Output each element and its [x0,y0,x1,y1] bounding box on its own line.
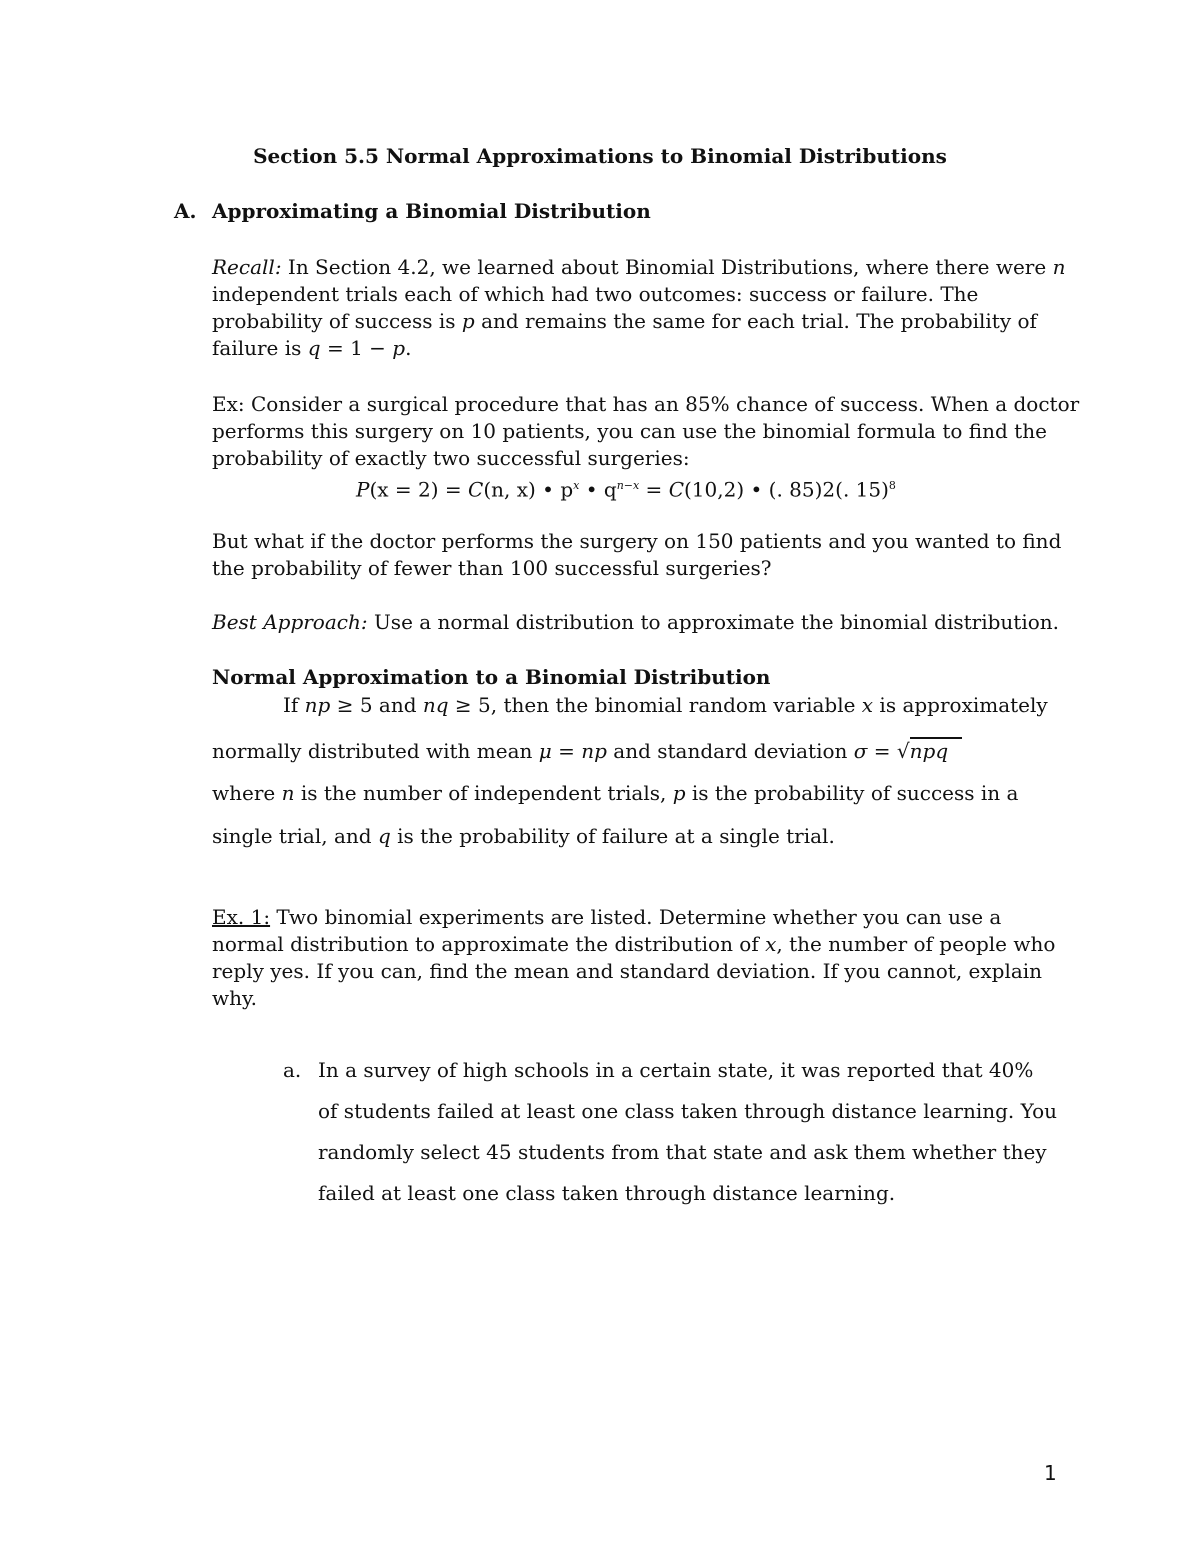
recall-line-2: independent trials each of which had two outcomes: success or failure. The [212,282,979,306]
ex-intro-line-3: probability of exactly two successful surgeries: [212,446,690,470]
normal-approx-line-4: single trial, and q is the probability of failure at a single trial. [212,824,835,848]
recall-line-3: probability of success is p and remains the same for each trial. The probability of [212,309,1037,333]
ex-intro-line-1: Ex: Consider a surgical procedure that has an 85% chance of success. When a doctor [212,392,1080,416]
item-a-line-2: of students failed at least one class taken through distance learning. You [318,1099,1058,1123]
item-a-line-1: In a survey of high schools in a certain state, it was reported that 40% [318,1058,1034,1082]
normal-approx-heading: Normal Approximation to a Binomial Distribution [212,665,771,689]
recall-line-4: failure is q = 1 − p. [212,336,412,360]
ex1-label: Ex. 1: [212,905,271,929]
item-a-marker: a. [283,1058,302,1082]
ex1-line-2: normal distribution to approximate the distribution of x, the number of people who [212,932,1056,956]
page-title: Section 5.5 Normal Approximations to Binomial Distributions [253,144,947,168]
normal-approx-line-3: where n is the number of independent trials, p is the probability of success in a [212,781,1019,805]
section-a-heading: Approximating a Binomial Distribution [212,199,651,223]
recall-label: Recall: [212,255,282,279]
item-a-line-3: randomly select 45 students from that state and ask them whether they [318,1140,1047,1164]
normal-approx-line-2: normally distributed with mean μ = np and standard deviation σ = √npq [212,738,962,765]
binomial-formula: P(x = 2) = C(n, x) • $p^x$ • $q^{n-x} = C(10,2)$ • (. 85)2(. 15)$^8$ [356,477,896,502]
best-approach-label: Best Approach: [212,610,368,634]
npq-radicand: npq [910,737,963,763]
recall-line-1: Recall: In Section 4.2, we learned about Binomial Distributions, where there were n [212,255,1066,279]
normal-approx-line-1: If np ≥ 5 and nq ≥ 5, then the binomial random variable x is approximately [283,693,1048,717]
page-number: 1 [1044,1461,1057,1485]
ex1-line-3: reply yes. If you can, find the mean and standard deviation. If you cannot, explain [212,959,1043,983]
ex-intro-line-2: performs this surgery on 10 patients, you can use the binomial formula to find the [212,419,1047,443]
ex1-line-4: why. [212,986,257,1010]
ex1-line-1: Ex. 1: Two binomial experiments are listed. Determine whether you can use a [212,905,1002,929]
but-what-line-2: the probability of fewer than 100 successful surgeries? [212,556,772,580]
but-what-line-1: But what if the doctor performs the surgery on 150 patients and you wanted to find [212,529,1062,553]
best-approach: Best Approach: Use a normal distribution to approximate the binomial distribution. [212,610,1060,634]
section-a-letter: A. [174,199,197,223]
item-a-line-4: failed at least one class taken through distance learning. [318,1181,896,1205]
